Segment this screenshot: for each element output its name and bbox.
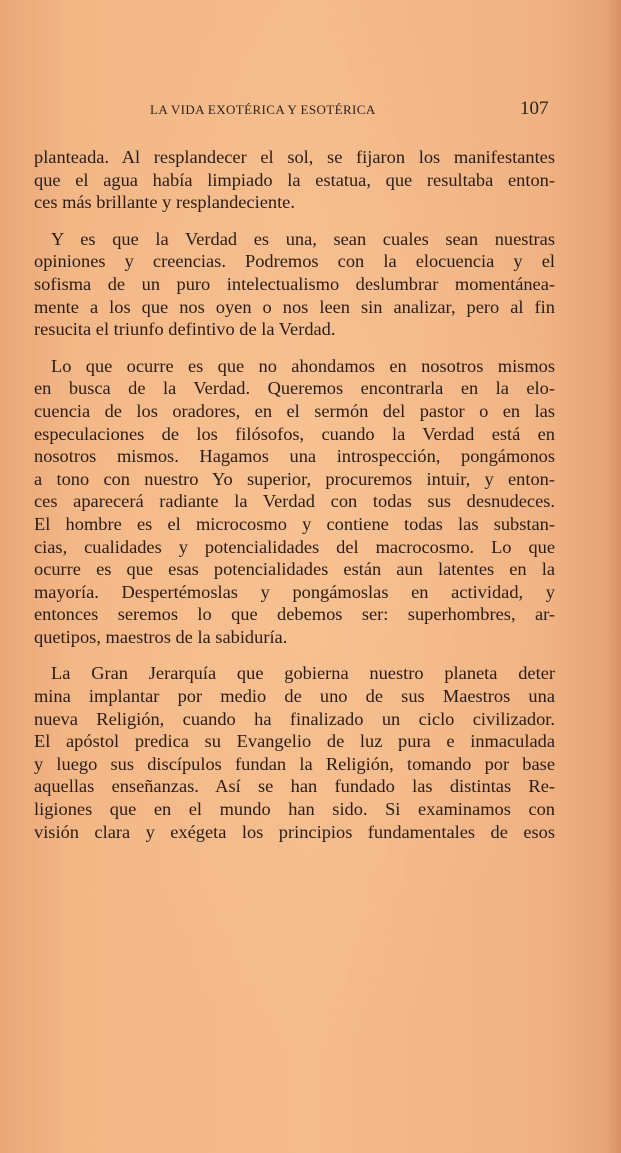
text-line: ces más brillante y resplandeciente. xyxy=(34,192,295,213)
text-line: aquellas enseñanzas. Así se han fundado las distintas Re- xyxy=(34,776,555,797)
text-line: entonces seremos lo que debemos ser: superhombres, ar- xyxy=(34,604,555,625)
text-line: mina implantar por medio de uno de sus Maestros una xyxy=(34,686,555,707)
text-line: visión clara y exégeta los principios fundamentales de esos xyxy=(34,821,555,842)
text-line: cuencia de los oradores, en el sermón del pastor o en las xyxy=(34,400,555,421)
text-line: nueva Religión, cuando ha finalizado un ciclo civilizador. xyxy=(34,708,555,729)
paragraph-1 xyxy=(34,146,555,214)
text-line: La Gran Jerarquía que gobierna nuestro planeta deter xyxy=(51,663,555,684)
text-line: Lo que ocurre es que no ahondamos en nosotros mismos xyxy=(51,355,555,376)
page-number: 107 xyxy=(520,98,549,119)
text-line: cias, cualidades y potencialidades del macrocosmo. Lo que xyxy=(34,536,555,557)
text-line: mayoría. Despertémoslas y pongámoslas en actividad, y xyxy=(34,581,555,602)
paragraph-2 xyxy=(34,228,555,341)
text-line: ces aparecerá radiante la Verdad con todas sus desnudeces. xyxy=(34,491,555,512)
text-line: mente a los que nos oyen o nos leen sin analizar, pero al fin xyxy=(34,296,555,317)
paragraph-4 xyxy=(34,662,555,843)
text-line: especulaciones de los filósofos, cuando la Verdad está en xyxy=(34,423,555,444)
text-line: El apóstol predica su Evangelio de luz pura e inmaculada xyxy=(34,731,555,752)
running-title: LA VIDA EXOTÉRICA Y ESOTÉRICA xyxy=(150,102,376,117)
text-line: ocurre es que esas potencialidades están aun latentes en la xyxy=(34,559,555,580)
text-line: opiniones y creencias. Podremos con la elocuencia y el xyxy=(34,251,555,272)
paragraph-3 xyxy=(34,355,555,649)
text-line: El hombre es el microcosmo y contiene todas las substan- xyxy=(34,513,555,534)
text-line: y luego sus discípulos fundan la Religión, tomando por base xyxy=(34,753,555,774)
text-line: que el agua había limpiado la estatua, que resultaba enton- xyxy=(34,169,555,190)
text-line: nosotros mismos. Hagamos una introspección, pongámonos xyxy=(34,446,555,467)
text-line: quetipos, maestros de la sabiduría. xyxy=(34,626,288,647)
text-line: sofisma de un puro intelectualismo deslumbrar momentánea- xyxy=(34,273,555,294)
text-line: Y es que la Verdad es una, sean cuales sean nuestras xyxy=(51,228,555,249)
text-line: planteada. Al resplandecer el sol, se fijaron los manifestantes xyxy=(34,147,555,167)
text-line: a tono con nuestro Yo superior, procuremos intuir, y enton- xyxy=(34,468,555,489)
text-line: resucita el triunfo defintivo de la Verdad. xyxy=(34,319,336,340)
text-line: ligiones que en el mundo han sido. Si examinamos con xyxy=(34,799,555,820)
text-line: en busca de la Verdad. Queremos encontrarla en la elo- xyxy=(34,378,555,399)
body-text xyxy=(34,146,555,843)
